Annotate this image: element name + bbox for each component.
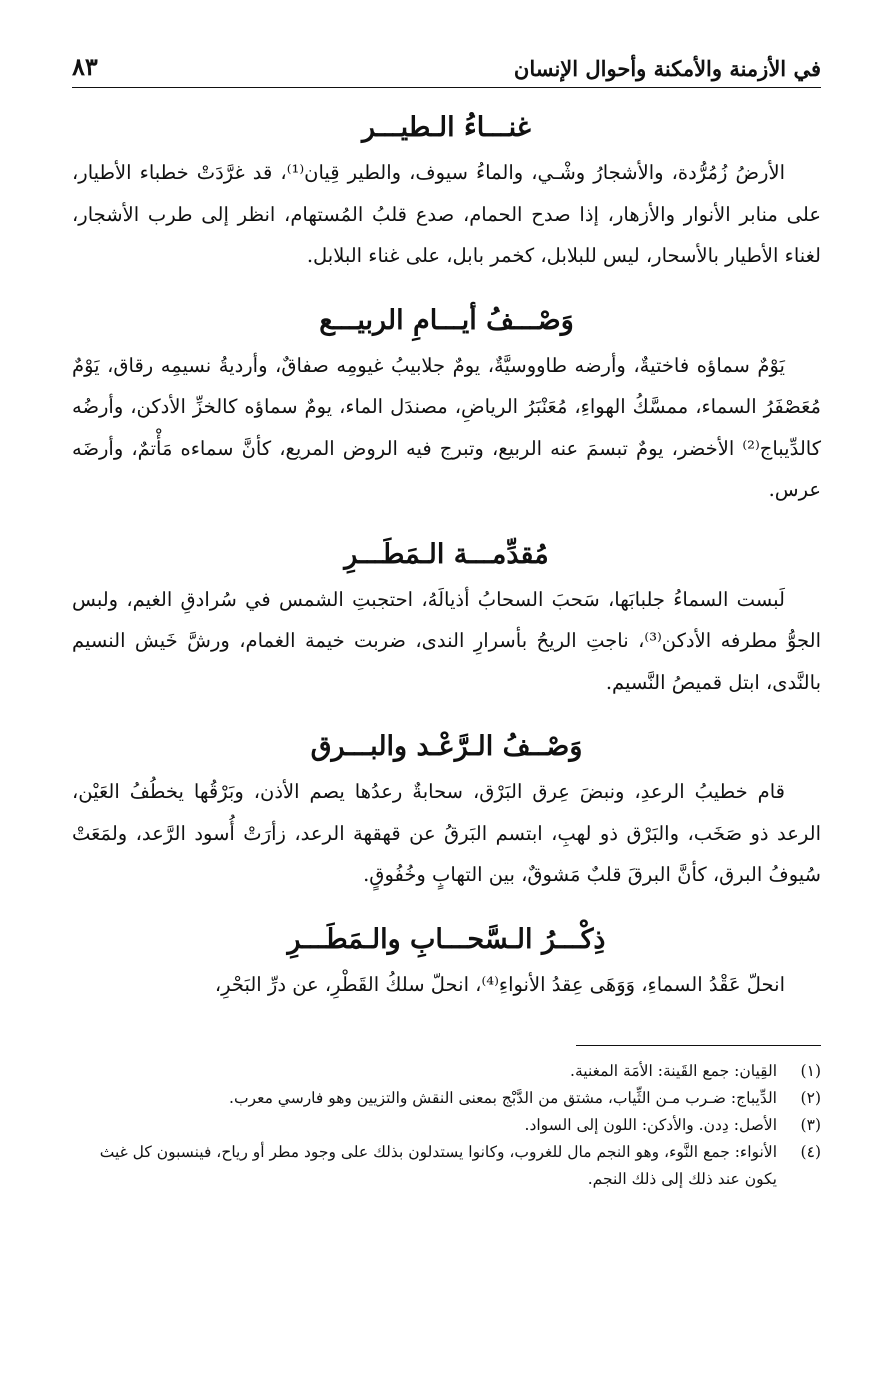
section-body: قام خطيبُ الرعدِ، ونبضَ عِرق البَرْق، سحابةٌ رعدُها يصم الأذن، وبَرْقُها يخطُفُ العَيْن، الرعد ذو صَخَب، والبَرْق ذو لهبِ، ابتسم البَرقُ عن قهقهة الرعد، زأرَتْ أُسود الرَّعد، ولمَعَتْ سُيوفُ البرق، كأنَّ البرقَ قلبٌ مَشوقٌ، بين التهابٍ وخُفُوقٍ. (72, 780, 821, 886)
book-page (0, 22, 873, 1393)
section-title: غنـــاءُ الـطيـــر (362, 112, 531, 143)
footnote-text: القِيان: جمع القَينة: الأمَة المغنية. (570, 1062, 777, 1080)
footnote-text: الدِّيباج: ضـرب مـن الثِّياب، مشتق من الدَّبْج بمعنى النقش والتزيين وهو فارسي معرب. (229, 1089, 777, 1107)
footnote (72, 1085, 821, 1112)
footnote-number: (٣) (800, 1116, 821, 1134)
section-clouds-rain (72, 896, 821, 1006)
page-number: ٨٣ (72, 52, 98, 81)
section-spring-days (72, 277, 821, 511)
section-body: الأرضُ زُمُرُّدة، والأشجارُ وشْـي، والماءُ سيوف، والطير قِيان⁽¹⁾، قد غرَّدَتْ خطباء الأطيار، على منابر الأنوار والأزهار، إذا صدح الحمام، صدع قلبُ المُستهام، انظر إلى طرب الأشجار، لغناء الأطيار بالأسحار، ليس للبلابل، كخمر بابل، على غناء البلابل. (72, 161, 821, 267)
section-title: وَصْـــفُ أيـــامِ الربيـــع (319, 304, 574, 336)
footnotes (72, 1058, 821, 1193)
footnote-number: (٤) (800, 1143, 821, 1161)
section-body: انحلّ عَقْدُ السماءِ، وَوَهَى عِقدُ الأنواءِ⁽⁴⁾، انحلّ سلكُ القَطْرِ، عن درِّ البَحْرِ، (214, 972, 785, 996)
footnote (72, 1058, 821, 1085)
section-body: يَوْمٌ سماؤه فاختيةٌ، وأرضه طاووسيَّةٌ، يومٌ جلابيبُ غيومِه صفاقٌ، وأرديةُ نسيمِه رقاق، يَوْمٌ مُعَصْفَرُ السماء، ممسَّكُ الهواءِ، مُعَنْبَرُ الرياضِ، مصندَل الماء، يومٌ سماؤه كالخزِّ الأدكن، وأرضُه كالدِّيباج⁽²⁾ الأخضر، يومٌ تبسمَ عنه الربيع، وتبرج فيه الروض المريع، كأنَّ سماءه مَأْتمٌ، وأرضَه عرس. (72, 353, 821, 501)
section-thunder-lightning (72, 703, 821, 896)
section-body: لَبست السماءُ جلبابَها، سَحبَ السحابُ أذيالَهُ، احتجبتِ الشمس في سُرادقِ الغيم، ولبس الجوُّ مطرفه الأدكن⁽³⁾، ناجتِ الريحُ بأسرارِ الندى، ضربت خيمة الغمام، ورشَّ خَيش النسيم بالنَّدى، ابتل قميصُ النَّسيم. (72, 587, 821, 694)
section-rain-prelude (72, 511, 821, 704)
running-header (72, 22, 821, 88)
footnote-divider (576, 1045, 821, 1046)
footnote-number: (١) (800, 1062, 821, 1080)
footnote-text: الأنواء: جمع النَّوء، وهو النجم مال للغروب، وكانوا يستدلون بذلك على وجود مطر أو رياح، فينسبون كل غيث يكون عند ذلك إلى ذلك النجم. (99, 1143, 777, 1188)
footnote (72, 1112, 821, 1139)
footnote (72, 1139, 821, 1193)
section-title: مُقدِّمـــة الـمَطَـــرِ (344, 538, 549, 570)
section-birds-singing (72, 88, 821, 277)
section-title: وَصْــفُ الـرَّعْـد والبـــرق (310, 731, 583, 762)
footnote-text: الأصل: دِدن. والأدكن: اللون إلى السواد. (524, 1116, 777, 1134)
footnote-number: (٢) (800, 1089, 821, 1107)
section-title: ذِكْـــرُ الـسَّحـــابِ والـمَطَـــرِ (287, 923, 606, 955)
running-title: في الأزمنة والأمكنة وأحوال الإنسان (513, 56, 821, 81)
